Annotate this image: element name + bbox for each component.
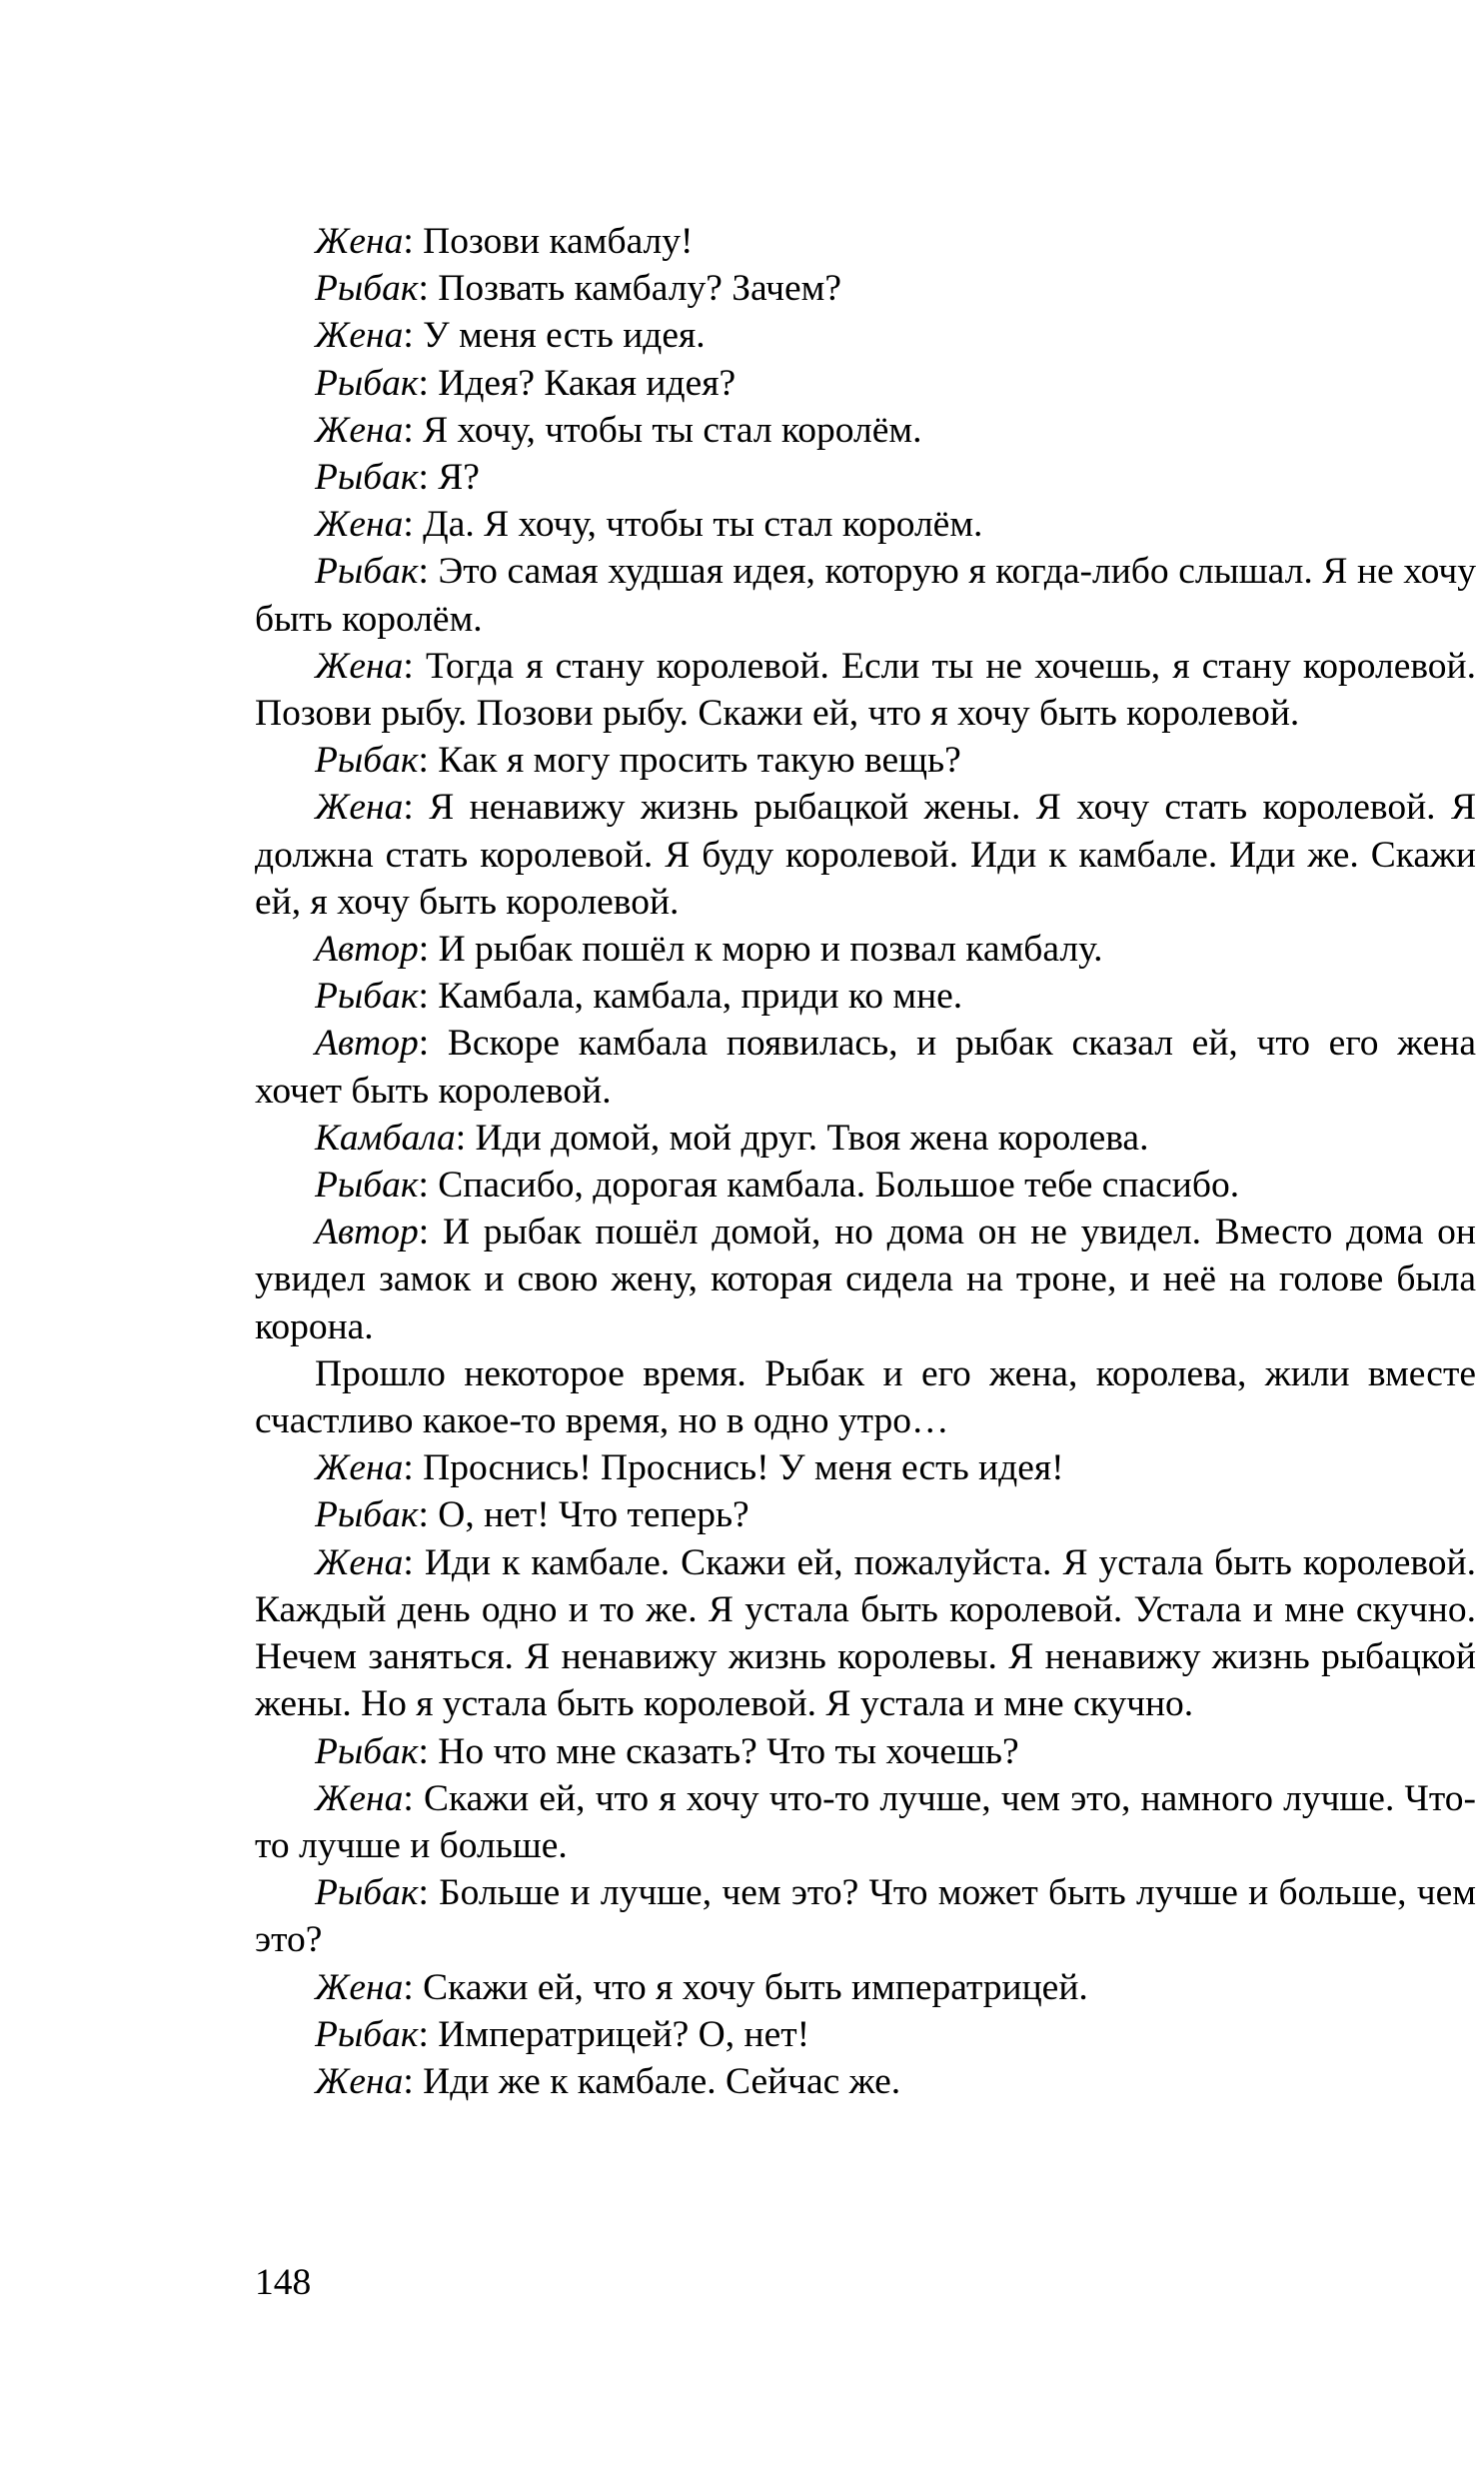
dialogue-line	[255, 2058, 1476, 2105]
line-text: : У меня есть идея.	[403, 315, 706, 357]
dialogue-line	[255, 1020, 1476, 1114]
line-text: : Я хочу, чтобы ты стал королём.	[403, 409, 922, 451]
dialogue-line	[255, 265, 1476, 312]
dialogue-line	[255, 1115, 1476, 1162]
speaker-name: Жена	[315, 409, 404, 451]
speaker-name: Рыбак	[315, 362, 419, 404]
speaker-name: Автор	[315, 1212, 419, 1253]
speaker-name: Жена	[315, 315, 404, 357]
dialogue-line	[255, 548, 1476, 642]
speaker-name: Рыбак	[315, 1872, 419, 1914]
page-number: 148	[255, 2262, 312, 2303]
dialogue-line	[255, 1539, 1476, 1728]
dialogue-line	[255, 973, 1476, 1020]
speaker-name: Рыбак	[315, 551, 419, 593]
dialogue-line	[255, 501, 1476, 548]
page-body	[255, 218, 1476, 2105]
dialogue-line	[255, 1491, 1476, 1538]
speaker-name: Жена	[315, 1966, 404, 2008]
speaker-name: Рыбак	[315, 2013, 419, 2055]
line-text: : Идея? Какая идея?	[418, 362, 737, 404]
line-text: : Но что мне сказать? Что ты хочешь?	[418, 1730, 1019, 1772]
speaker-name: Рыбак	[315, 1165, 419, 1207]
speaker-name: Жена	[315, 504, 404, 546]
line-text: : Иди же к камбале. Сейчас же.	[403, 2060, 901, 2102]
line-text: : Иди к камбале. Скажи ей, пожалуйста. Я устала быть королевой. Каждый день одно и то же. Я устала быть королевой. Устала и мне скучно. Нечем заняться. Я ненавижу жизнь королевы. Я ненавижу жизнь рыбацкой жены. Но я устала быть королевой. Я устала и мне скучно.	[255, 1541, 1476, 1725]
speaker-name: Жена	[315, 1541, 404, 1583]
dialogue-line	[255, 407, 1476, 454]
dialogue-line	[255, 1444, 1476, 1491]
dialogue-line	[255, 1728, 1476, 1775]
dialogue-line	[255, 926, 1476, 973]
speaker-name: Рыбак	[315, 976, 419, 1018]
speaker-name: Рыбак	[315, 1730, 419, 1772]
speaker-name: Жена	[315, 1447, 404, 1489]
line-text: : Да. Я хочу, чтобы ты стал королём.	[403, 504, 983, 546]
line-text: : Скажи ей, что я хочу что-то лучше, чем это, намного лучше. Что-то лучше и больше.	[255, 1777, 1476, 1866]
speaker-name: Жена	[315, 221, 404, 262]
line-text: Прошло некоторое время. Рыбак и его жена, королева, жили вместе счастливо какое-то время, но в одно утро…	[255, 1352, 1476, 1442]
dialogue-line	[255, 784, 1476, 926]
line-text: : Вскоре камбала появилась, и рыбак сказал ей, что его жена хочет быть королевой.	[255, 1023, 1476, 1112]
speaker-name: Жена	[315, 2060, 404, 2102]
speaker-name: Рыбак	[315, 1494, 419, 1536]
speaker-name: Автор	[315, 929, 419, 971]
line-text: : Иди домой, мой друг. Твоя жена королева.	[455, 1117, 1149, 1159]
line-text: : О, нет! Что теперь?	[418, 1494, 749, 1536]
dialogue-line	[255, 360, 1476, 407]
narration-paragraph	[255, 1350, 1476, 1444]
dialogue-line	[255, 1162, 1476, 1209]
line-text: : Больше и лучше, чем это? Что может быть лучше и больше, чем это?	[255, 1872, 1476, 1961]
line-text: : И рыбак пошёл к морю и позвал камбалу.	[418, 929, 1103, 971]
dialogue-line	[255, 737, 1476, 784]
line-text: : Как я могу просить такую вещь?	[418, 740, 961, 782]
dialogue-line	[255, 1775, 1476, 1869]
dialogue-line	[255, 1209, 1476, 1350]
dialogue-line	[255, 1964, 1476, 2011]
line-text: : Позвать камбалу? Зачем?	[418, 268, 842, 310]
speaker-name: Жена	[315, 1777, 404, 1819]
line-text: : Тогда я стану королевой. Если ты не хочешь, я стану королевой. Позови рыбу. Позови рыбу. Скажи ей, что я хочу быть королевой.	[255, 645, 1476, 735]
speaker-name: Жена	[315, 787, 404, 829]
line-text: : Это самая худшая идея, которую я когда-либо слышал. Я не хочу быть королём.	[255, 551, 1476, 640]
speaker-name: Автор	[315, 1023, 419, 1065]
dialogue-line	[255, 1869, 1476, 1963]
line-text: : Позови камбалу!	[403, 221, 694, 262]
line-text: : Я?	[418, 457, 480, 499]
line-text: : Спасибо, дорогая камбала. Большое тебе спасибо.	[418, 1165, 1240, 1207]
line-text: : Камбала, камбала, приди ко мне.	[418, 976, 963, 1018]
speaker-name: Рыбак	[315, 740, 419, 782]
dialogue-line	[255, 643, 1476, 737]
line-text: : Скажи ей, что я хочу быть императрицей.	[403, 1966, 1088, 2008]
speaker-name: Камбала	[315, 1117, 456, 1159]
line-text: : Императрицей? О, нет!	[418, 2013, 810, 2055]
line-text: : Проснись! Проснись! У меня есть идея!	[403, 1447, 1064, 1489]
speaker-name: Рыбак	[315, 268, 419, 310]
speaker-name: Жена	[315, 645, 404, 687]
line-text: : И рыбак пошёл домой, но дома он не увидел. Вместо дома он увидел замок и свою жену, которая сидела на троне, и неё на голове была корона.	[255, 1212, 1476, 1347]
dialogue-line	[255, 2011, 1476, 2058]
line-text: : Я ненавижу жизнь рыбацкой жены. Я хочу стать королевой. Я должна стать королевой. Я буду королевой. Иди к камбале. Иди же. Скажи ей, я хочу быть королевой.	[255, 787, 1476, 923]
dialogue-line	[255, 218, 1476, 265]
dialogue-line	[255, 454, 1476, 501]
speaker-name: Рыбак	[315, 457, 419, 499]
dialogue-line	[255, 312, 1476, 359]
